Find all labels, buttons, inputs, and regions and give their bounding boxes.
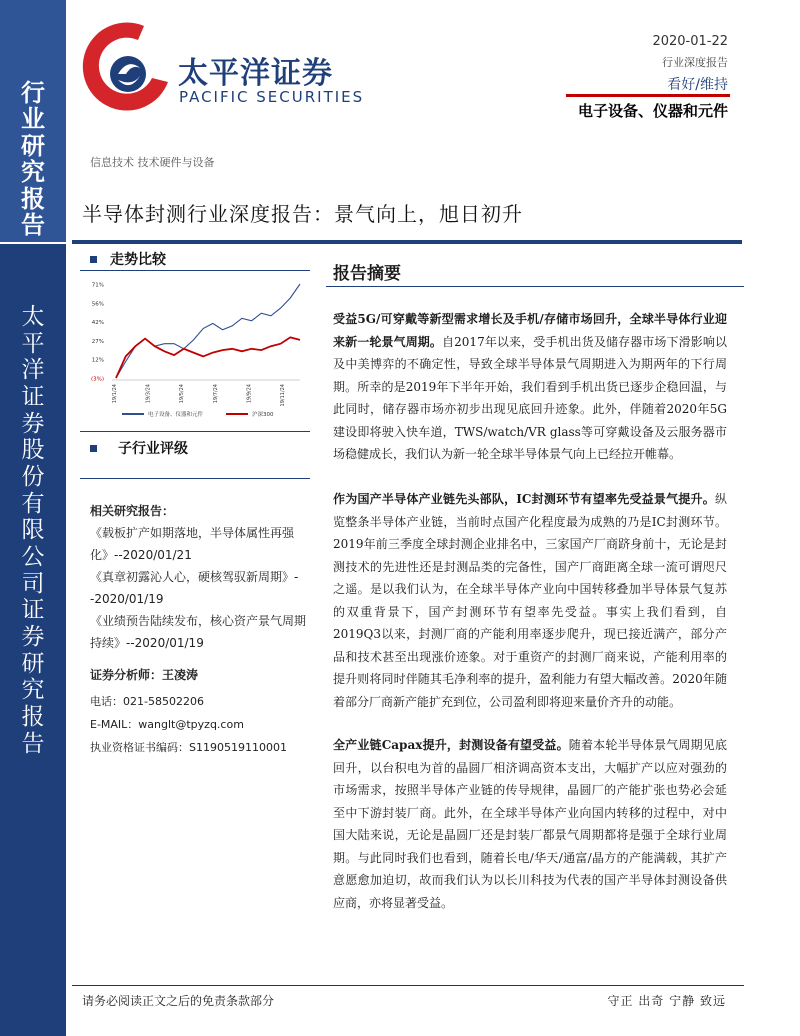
sidebar-top xyxy=(0,0,66,242)
y-tick-label: 27% xyxy=(91,338,104,345)
breadcrumb: 信息技术 技术硬件与设备 xyxy=(90,156,215,169)
series-line xyxy=(116,337,300,378)
report-date: 2020-01-22 xyxy=(652,34,728,49)
bullet-square-icon xyxy=(90,256,97,263)
paragraph-body: 纵览整条半导体产业链，当前时点国产化程度最为成熟的乃是IC封测环节。2019年前三季度全球封测企业排名中，三家国产厂商跻身前十，无论是封测技术的先进性还是封测品类的完备性，国产厂商距离全球一流可谓咫尺之遥。是以我们认为，在全球半导体产业向中国转移叠加半导体景气复苏的双重背景下，国产封测环节有望率先受益。事实上我们看到，自2019Q3以来，封测厂商的产能利用率逐步爬升，现已接近满产，部分产品和技术甚至出现涨价迹象。对于重资产的封测厂商来说，产能利用率的提升则将同时伴随其毛净利率的提升，盈利能力有望大幅改善。2020年随着部分厂商新产能扩充到位，公司盈利即将迎来量价齐升的动能。 xyxy=(333,492,727,709)
abstract-heading: 报告摘要 xyxy=(333,264,401,284)
analyst-phone: 电话：021-58502206 xyxy=(90,695,204,708)
footer-disclaimer: 请务必阅读正文之后的免责条款部分 xyxy=(82,994,275,1008)
series-line xyxy=(116,284,300,378)
x-tick-label: 19/5/24 xyxy=(179,384,186,404)
y-tick-label: 42% xyxy=(91,320,104,327)
abstract-rule xyxy=(326,286,744,287)
abstract-paragraph xyxy=(333,734,727,914)
legend-label: 电子设备、仪器和元件 xyxy=(148,412,204,418)
sector-label: 电子设备、仪器和元件 xyxy=(577,102,728,120)
brand-name-en: PACIFIC SECURITIES xyxy=(179,88,365,106)
rating-underline xyxy=(566,94,730,97)
trend-chart xyxy=(88,276,308,426)
pacific-securities-logo xyxy=(82,20,172,118)
footer-rule xyxy=(72,985,744,986)
y-tick-label: 12% xyxy=(91,357,104,364)
abstract-paragraph xyxy=(333,488,727,713)
x-tick-label: 19/7/24 xyxy=(212,384,219,404)
related-item[interactable]: 《业绩预告陆续发布，核心资产景气周期持续》--2020/01/19 xyxy=(90,614,307,650)
bullet-square-icon xyxy=(90,445,97,452)
related-item[interactable]: 《载板扩产如期落地，半导体属性再强化》--2020/01/21 xyxy=(90,526,295,562)
analyst-block xyxy=(90,666,310,762)
trend-rule xyxy=(80,270,310,271)
footer-motto: 守正 出奇 宁静 致远 xyxy=(607,994,726,1008)
x-tick-label: 19/9/24 xyxy=(246,384,253,404)
rating-badge: 看好/维持 xyxy=(667,77,728,93)
paragraph-lead: 全产业链Capax提升，封测设备有望受益。 xyxy=(333,738,569,752)
related-heading: 相关研究报告： xyxy=(90,504,175,518)
analyst-name: 证券分析师：王凌涛 xyxy=(90,668,199,682)
y-tick-label: (3%) xyxy=(90,376,104,383)
paragraph-lead: 受益5G/可穿戴等新型需求增长及手机/存储市场回升，全球半导体行业迎来新一轮景气周期。 xyxy=(333,312,727,349)
y-tick-label: 56% xyxy=(91,301,104,308)
abstract-paragraph xyxy=(333,308,727,466)
chart-bottom-rule xyxy=(80,431,310,432)
legend-label: 沪深300 xyxy=(252,412,274,418)
paragraph-body: 随着本轮半导体景气周期见底回升，以台积电为首的晶圆厂相济调高资本支出，大幅扩产以应对强劲的市场需求，按照半导体产业链的传导规律，晶圆厂的产能扩张也势必会延至中下游封装厂商。此外，在全球半导体产业向国内转移的过程中，对中国大陆来说，无论是晶圆厂还是封装厂都景气周期都将是强于全球行业周期。与此同时我们也看到，随着长电/华天/通富/晶方的产能满载，其扩产意愿愈加迫切，故而我们认为以长川科技为代表的国产半导体封测设备供应商，亦将显著受益。 xyxy=(333,738,727,910)
x-tick-label: 19/11/24 xyxy=(280,384,286,407)
title-divider xyxy=(72,240,742,244)
company-vertical: 太 平 洋 证 券 股 份 有 限 公 司 证 券 研 究 报 告 xyxy=(21,304,45,757)
subindustry-heading: 子行业评级 xyxy=(118,441,188,457)
y-tick-label: 71% xyxy=(91,282,104,289)
brand-name-cn: 太平洋证券 xyxy=(178,56,333,91)
page-title: 半导体封测行业深度报告：景气向上，旭日初升 xyxy=(82,202,523,226)
sidebar-bottom xyxy=(0,244,66,1036)
related-item[interactable]: 《真章初露沁人心，硬核驾驭新周期》--2020/01/19 xyxy=(90,570,299,606)
paragraph-lead: 作为国产半导体产业链先头部队，IC封测环节有望率先受益景气提升。 xyxy=(333,492,715,506)
x-tick-label: 19/1/24 xyxy=(112,384,118,404)
subindustry-rule xyxy=(80,478,310,479)
report-type-vertical: 行 业 研 究 报 告 xyxy=(21,78,45,239)
x-tick-label: 19/3/24 xyxy=(145,384,152,404)
trend-heading: 走势比较 xyxy=(110,252,166,268)
report-kind: 行业深度报告 xyxy=(662,56,728,69)
paragraph-body: 自2017年以来，受手机出货及储存器市场下滑影响以及中美博弈的不确定性，导致全球半导体景气周期进入为期两年的下行周期。所幸的是2019年下半年开始，我们看到手机出货已逐步企稳回温，与此同时，储存器市场亦初步出现见底回升迹象。此外，伴随着2020年5G建设即将驶入快车道，TWS/watch/VR glass等可穿戴设备及云服务器市场稳健成长，我们认为新一轮全球半导体景气向上已经拉开帷幕。 xyxy=(333,334,727,461)
related-reports xyxy=(90,500,310,654)
analyst-email[interactable]: E-MAIL：wanglt@tpyzq.com xyxy=(90,718,244,731)
analyst-cert: 执业资格证书编码：S1190519110001 xyxy=(90,741,287,754)
